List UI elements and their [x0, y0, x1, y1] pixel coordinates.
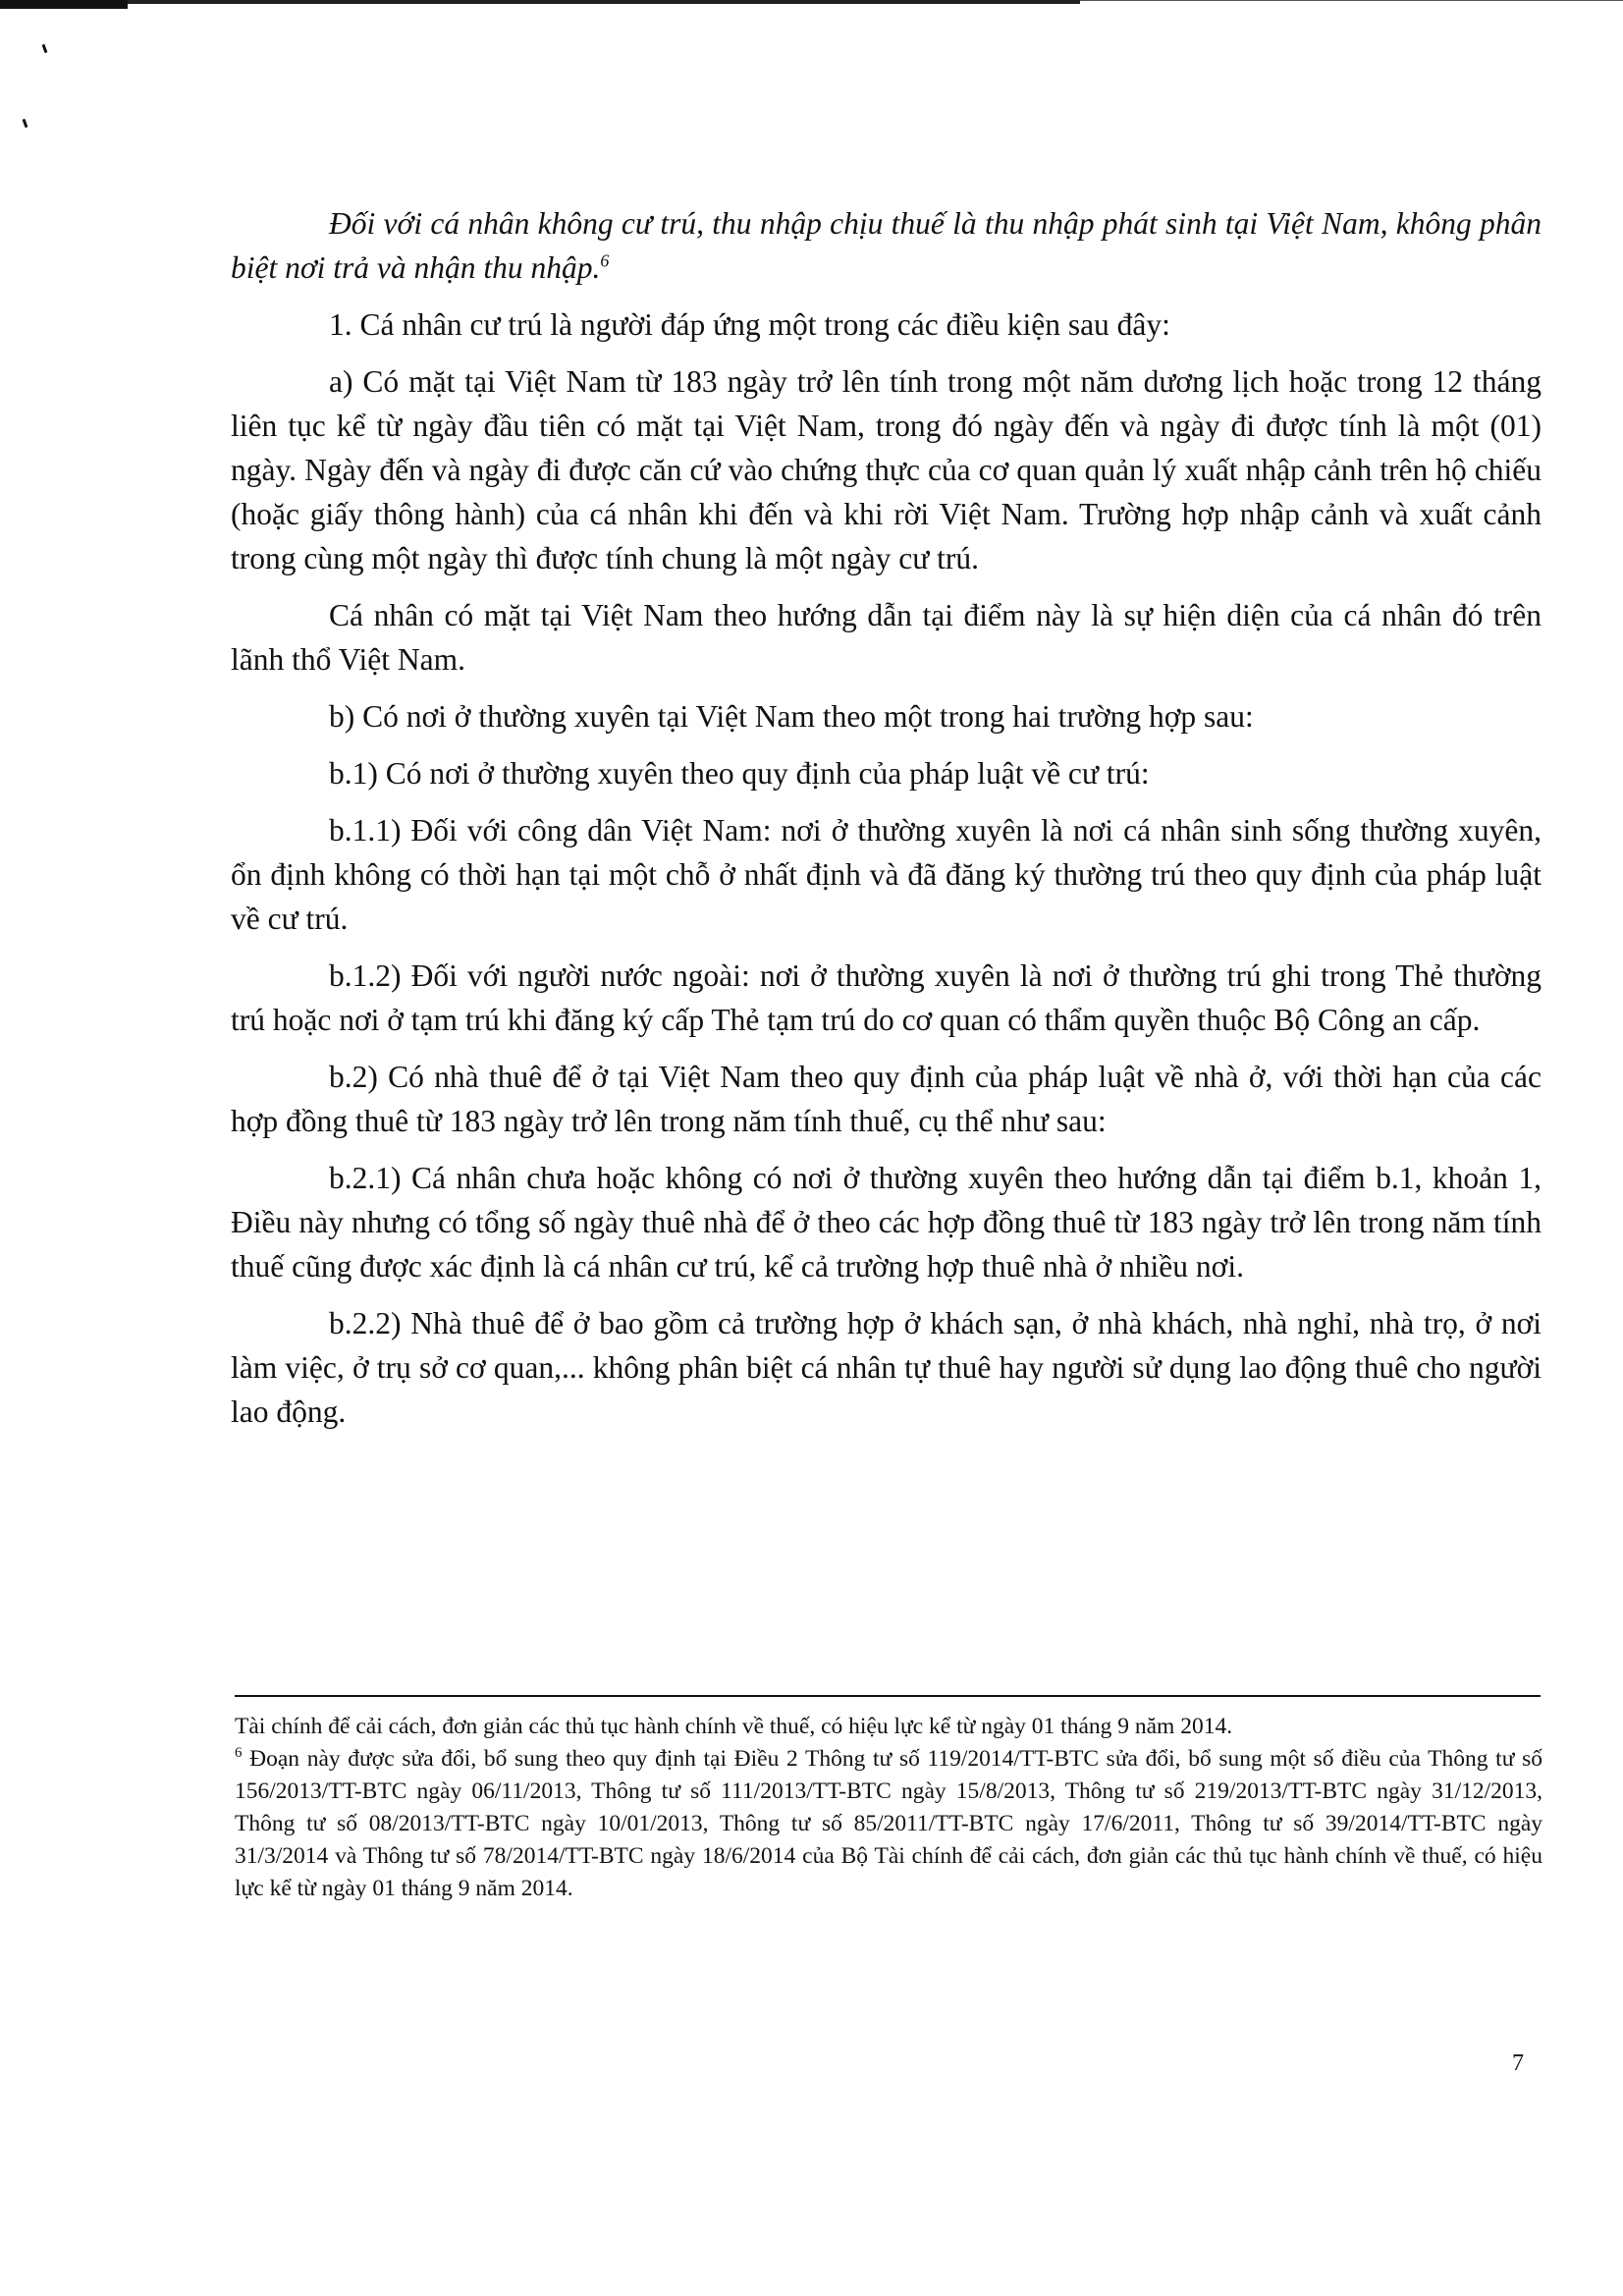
scan-speck — [42, 44, 48, 53]
paragraph-item-a: a) Có mặt tại Việt Nam từ 183 ngày trở lên tính trong một năm dương lịch hoặc trong 12 tháng liên tục kể từ ngày đầu tiên có mặt tại Việt Nam, trong đó ngày đến và ngày đi được tính là một (01) ngày. Ngày đến và ngày đi được căn cứ vào chứng thực của cơ quan quản lý xuất nhập cảnh trên hộ chiếu (hoặc giấy thông hành) của cá nhân khi đến và khi rời Việt Nam. Trường hợp nhập cảnh và xuất cảnh trong cùng một ngày thì được tính chung là một ngày cư trú. — [231, 364, 1542, 575]
paragraph-item-b21: b.2.1) Cá nhân chưa hoặc không có nơi ở thường xuyên theo hướng dẫn tại điểm b.1, khoản 1, Điều này nhưng có tổng số ngày thuê nhà để ở theo các hợp đồng thuê từ 183 ngày trở lên trong năm tính thuế cũng được xác định là cá nhân cư trú, kể cả trường hợp thuê nhà ở nhiều nơi. — [231, 1161, 1542, 1284]
footnote-text: Đoạn này được sửa đổi, bổ sung theo quy định tại Điều 2 Thông tư số 119/2014/TT-BTC sửa đổi, bổ sung một số điều của Thông tư số 156/2013/TT-BTC ngày 06/11/2013, Thông tư số 111/2013/TT-BTC ngày 15/8/2013, Thông tư số 219/2013/TT-BTC ngày 31/12/2013, Thông tư số 08/2013/TT-BTC ngày 10/01/2013, Thông tư số 85/2011/TT-BTC ngày 17/6/2011, Thông tư số 39/2014/TT-BTC ngày 31/3/2014 và Thông tư số 78/2014/TT-BTC ngày 18/6/2014 của Bộ Tài chính để cải cách, đơn giản các thủ tục hành chính về thuế, có hiệu lực kể từ ngày 01 tháng 9 năm 2014. — [235, 1746, 1542, 1901]
paragraph-item-1: 1. Cá nhân cư trú là người đáp ứng một trong các điều kiện sau đây: — [329, 307, 1170, 342]
document-body — [231, 201, 1542, 1434]
paragraph-text: Đối với cá nhân không cư trú, thu nhập chịu thuế là thu nhập phát sinh tại Việt Nam, không phân biệt nơi trả và nhận thu nhập. — [231, 206, 1542, 285]
scan-speck — [23, 119, 28, 128]
paragraph-item-b12: b.1.2) Đối với người nước ngoài: nơi ở thường xuyên là nơi ở thường trú ghi trong Thẻ thường trú hoặc nơi ở tạm trú khi đăng ký cấp Thẻ tạm trú do cơ quan có thẩm quyền thuộc Bộ Công an cấp. — [231, 958, 1542, 1037]
footnotes — [235, 1711, 1542, 1905]
paragraph-item-b: b) Có nơi ở thường xuyên tại Việt Nam theo một trong hai trường hợp sau: — [329, 699, 1254, 734]
paragraph-non-resident — [231, 201, 1542, 290]
scan-top-edge — [0, 0, 1623, 10]
scan-edge-line — [0, 0, 1080, 4]
footnote-6 — [235, 1743, 1542, 1905]
paragraph-item-a-note: Cá nhân có mặt tại Việt Nam theo hướng dẫn tại điểm này là sự hiện diện của cá nhân đó trên lãnh thổ Việt Nam. — [231, 598, 1542, 677]
page-number: 7 — [1512, 2050, 1524, 2076]
scan-edge-mark — [0, 0, 128, 9]
footnote-continued: Tài chính để cải cách, đơn giản các thủ tục hành chính về thuế, có hiệu lực kể từ ngày 01 tháng 9 năm 2014. — [235, 1714, 1233, 1739]
paragraph-item-b2: b.2) Có nhà thuê để ở tại Việt Nam theo quy định của pháp luật về nhà ở, với thời hạn của các hợp đồng thuê từ 183 ngày trở lên trong năm tính thuế, cụ thể như sau: — [231, 1060, 1542, 1138]
paragraph-item-b22: b.2.2) Nhà thuê để ở bao gồm cả trường hợp ở khách sạn, ở nhà khách, nhà nghỉ, nhà trọ, ở nơi làm việc, ở trụ sở cơ quan,... không phân biệt cá nhân tự thuê hay người sử dụng lao động thuê cho người lao động. — [231, 1306, 1542, 1429]
footnote-separator — [235, 1695, 1541, 1697]
paragraph-item-b1: b.1) Có nơi ở thường xuyên theo quy định của pháp luật về cư trú: — [329, 756, 1150, 791]
footnote-ref[interactable]: 6 — [600, 250, 610, 271]
footnote-marker: 6 — [235, 1745, 243, 1762]
paragraph-item-b11: b.1.1) Đối với công dân Việt Nam: nơi ở thường xuyên là nơi cá nhân sinh sống thường xuyên, ổn định không có thời hạn tại một chỗ ở nhất định và đã đăng ký thường trú theo quy định của pháp luật về cư trú. — [231, 813, 1542, 936]
